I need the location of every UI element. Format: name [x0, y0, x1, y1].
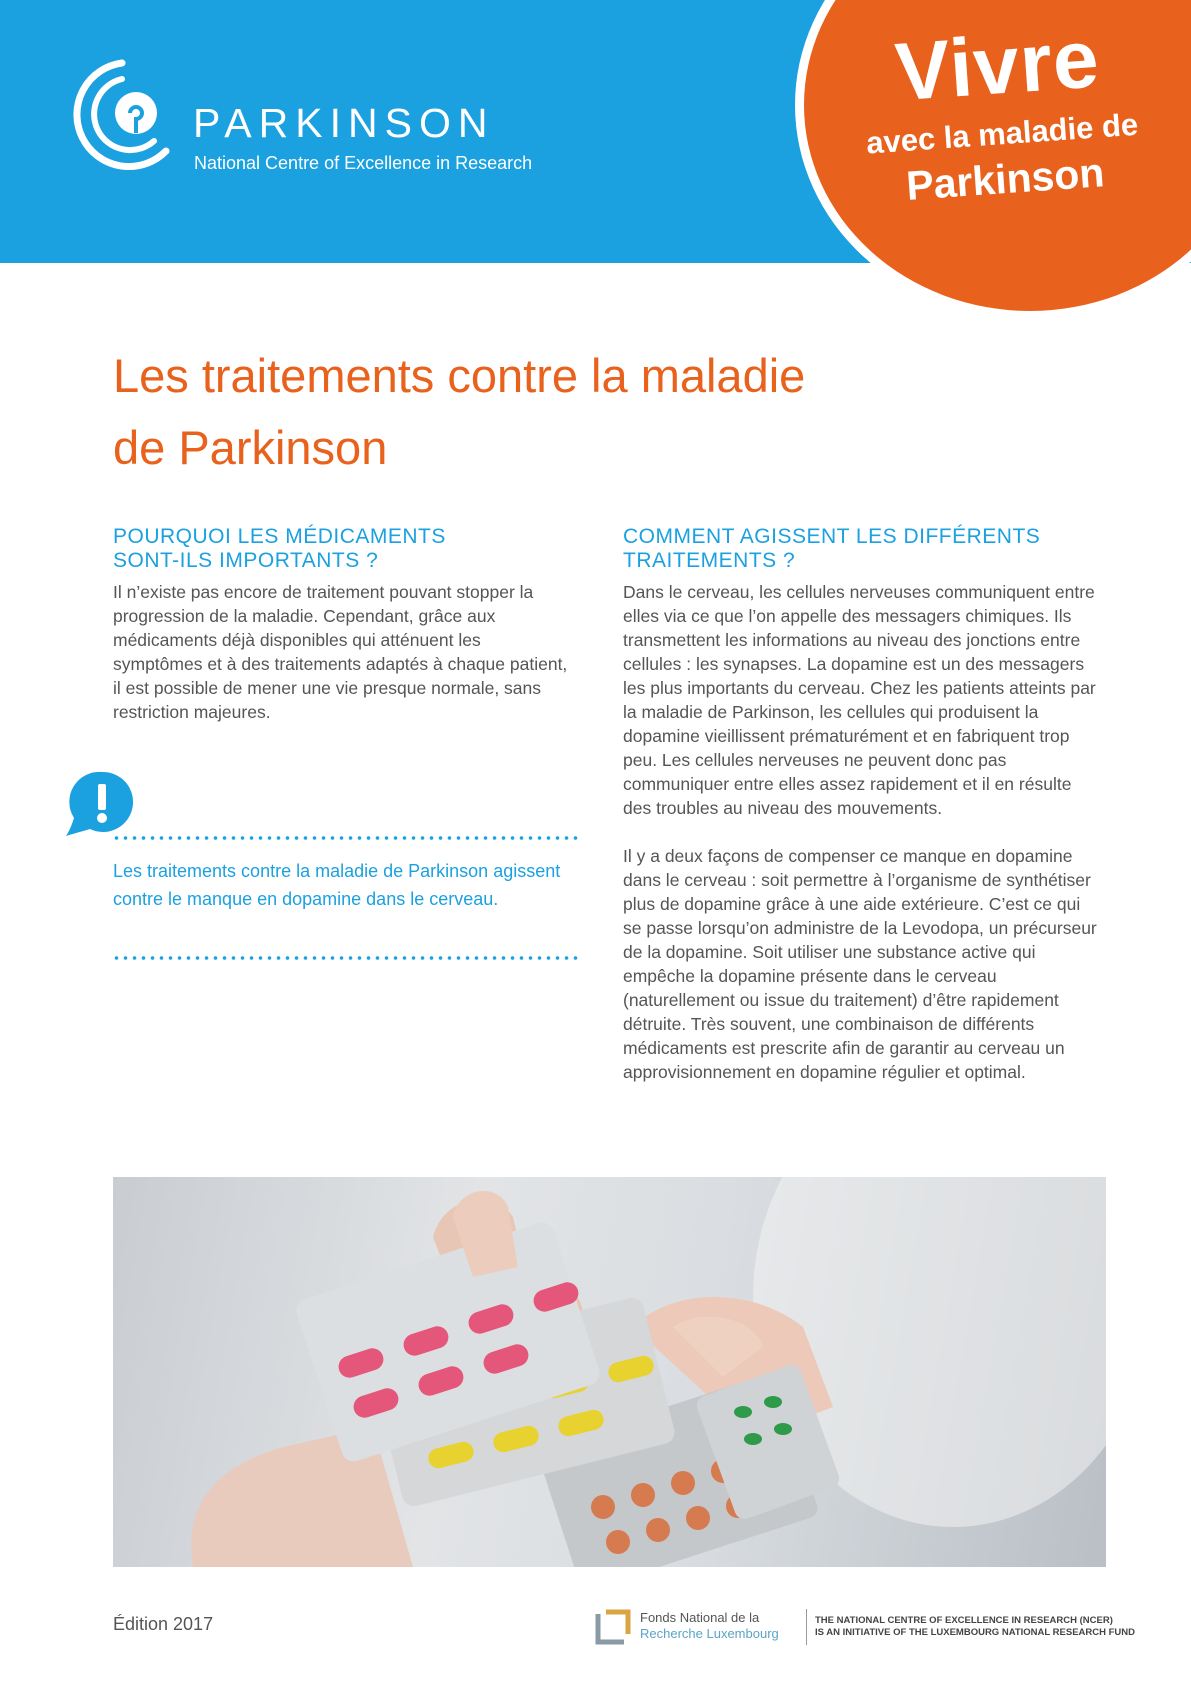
brand-name: PARKINSON [193, 100, 495, 146]
exclamation-speech-icon [62, 768, 138, 838]
right-paragraph-1: Dans le cerveau, les cellules nerveuses communiquent entre elles via ce que l’on appelle des messagers chimiques. Ils transmettent les informations au niveau des jonctions entre cellules : les synapses. La dopamine est un des messagers les plus importants du cerveau. Chez les patients atteints par la maladie de Parkinson, les cellules qui produisent la dopamine vieillissent prématurément et en fabriquent trop peu. Les cellules nerveuses ne peuvent donc pas communiquer entre elles assez rapidement et il en résulte des troubles au niveau des mouvements. [623, 582, 1096, 818]
badge-line-1: Vivre [892, 13, 1103, 119]
badge-text [815, 13, 1186, 215]
page-title-line-1: Les traitements contre la maladie [113, 349, 806, 402]
left-section-body [113, 580, 568, 748]
right-section-body [623, 580, 1101, 1108]
left-heading-line-1: POURQUOI LES MÉDICAMENTS [113, 525, 446, 548]
footer-divider [806, 1609, 807, 1645]
ncer-statement [815, 1615, 1135, 1639]
right-heading-line-2: TRAITEMENTS ? [623, 549, 796, 572]
brand-subtitle: National Centre of Excellence in Research [194, 153, 533, 173]
callout-text: Les traitements contre la maladie de Parkinson agissent contre le manque en dopamine dans le cerveau. [113, 861, 561, 909]
fnr-line-2: Recherche Luxembourg [640, 1626, 779, 1641]
left-heading-line-2: SONT-ILS IMPORTANTS ? [113, 549, 379, 572]
left-section-heading [113, 525, 583, 573]
page-title-line-2: de Parkinson [113, 421, 388, 474]
right-section-heading [623, 525, 1103, 573]
fnr-line-1: Fonds National de la [640, 1610, 760, 1625]
left-paragraph: Il n’existe pas encore de traitement pouvant stopper la progression de la maladie. Cependant, grâce aux médicaments déjà disponibles qui atténuent les symptômes et à des traitements adaptés à chaque patient, il est possible de mener une vie presque normale, sans restriction majeures. [113, 582, 568, 722]
right-paragraph-2: Il y a deux façons de compenser ce manque en dopamine dans le cerveau : soit permettre à l’organisme de synthétiser plus de dopamine grâce à une aide extérieure. C’est ce qui se passe lorsqu’on administre de la Levodopa, un précurseur de la dopamine. Soit utiliser une substance active qui empêche la dopamine présente dans le cerveau (naturellement ou issue du traitement) d’être rapidement détruite. Très souvent, une combinaison de différents médicaments est prescrite afin de garantir au cerveau un approvisionnement en dopamine régulier et optimal. [623, 846, 1097, 1082]
medication-photo [113, 1177, 1106, 1567]
fnr-logo-icon [594, 1608, 632, 1646]
right-heading-line-1: COMMENT AGISSENT LES DIFFÉRENTS [623, 525, 1041, 548]
badge-line-2: avec la maladie de [865, 106, 1140, 161]
badge-line-3: Parkinson [904, 149, 1106, 210]
callout-bottom-divider [112, 956, 578, 960]
parkinson-logo-icon [70, 55, 180, 175]
ncer-line-1: THE NATIONAL CENTRE OF EXCELLENCE IN RESEARCH (NCER) [815, 1615, 1113, 1626]
pills-illustration [113, 1177, 1106, 1567]
fnr-name [640, 1610, 779, 1642]
page-title [113, 340, 1013, 484]
callout-top-divider [112, 836, 578, 840]
ncer-line-2: IS AN INITIATIVE OF THE LUXEMBOURG NATIONAL RESEARCH FUND [815, 1627, 1136, 1638]
edition-label: Édition 2017 [113, 1614, 214, 1634]
